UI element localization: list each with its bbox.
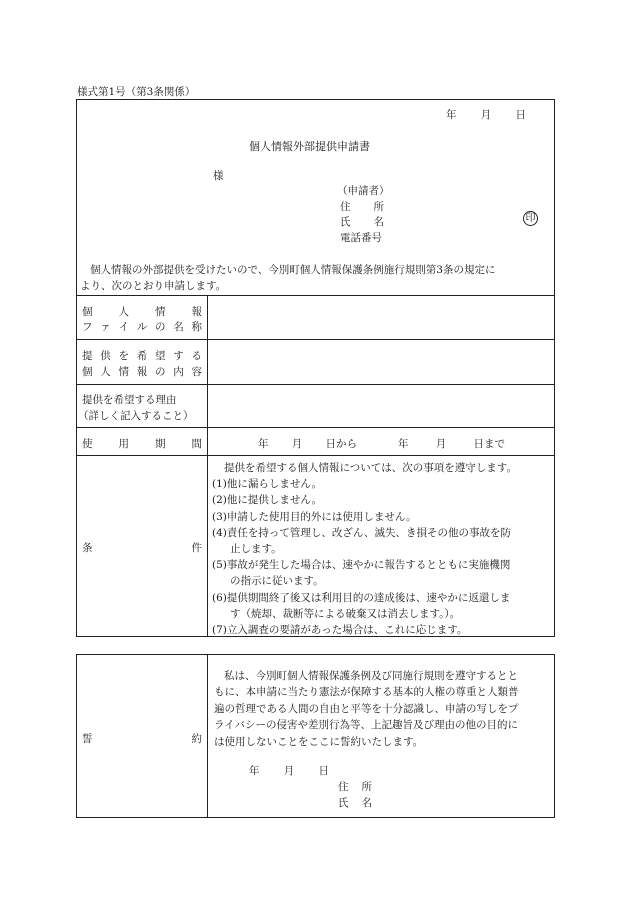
divider: [76, 427, 555, 428]
condition-item: (4)責任を持って管理し、改ざん、滅失、き損その他の事故を防: [212, 526, 512, 539]
file-name-label-line1: 個 人 情 報: [82, 306, 202, 318]
pledge-name-label: 氏 名: [338, 797, 372, 809]
condition-item: (2)他に提供しません。: [212, 494, 323, 507]
date-year-label: 年: [446, 109, 457, 121]
condition-item-continued: の指示に従います。: [230, 575, 324, 588]
intro-line-1: 個人情報の外部提供を受けたいので、今別町個人情報保護条例施行規則第3条の規定に: [90, 264, 496, 276]
column-divider: [207, 295, 208, 637]
content-label-line1: 提 供 を 希 望 す る: [82, 350, 202, 362]
condition-item-continued: 止します。: [230, 543, 282, 556]
condition-item: (5)事故が発生した場合は、速やかに報告するとともに実施機関: [212, 559, 511, 572]
period-from: 年 月 日から: [258, 438, 357, 450]
divider: [76, 455, 555, 456]
date-day-label: 日: [515, 109, 526, 121]
application-date: [446, 107, 526, 122]
content-label-line2: 個 人 情 報 の 内 容: [82, 366, 202, 378]
pledge-line: 遍の哲理である人間の自由と平等を十分認識し、申請の写しをプ: [214, 702, 519, 715]
file-name-label-line2: フ ァ イ ル の 名 称: [82, 321, 202, 333]
condition-item: (3)申請した使用目的外には使用しません。: [212, 510, 417, 523]
period-to: 年 月 日まで: [398, 438, 505, 450]
seal-mark: 印: [523, 211, 538, 226]
column-divider: [207, 654, 208, 818]
divider: [76, 384, 555, 385]
reason-label-line1: 提供を希望する理由: [82, 394, 177, 406]
conditions-label: 条 件: [82, 542, 202, 554]
pledge-address-label: 住 所: [338, 781, 372, 793]
intro-text: [80, 262, 550, 294]
divider: [76, 295, 555, 296]
applicant-address-label: 住 所: [340, 201, 384, 213]
pledge-line: ライバシーの侵害や差別行為等、上記趣旨及び理由の他の目的に: [214, 719, 518, 732]
applicant-heading: （申請者）: [337, 185, 390, 197]
pledge-line: もに、本申請に当たり憲法が保障する基本的人権の尊重と人類普: [214, 686, 519, 699]
pledge-date: 年 月 日: [249, 765, 329, 777]
pledge-label: 誓 約: [82, 733, 202, 745]
condition-item-continued: す（焼却、裁断等による破棄又は消去します。）。: [230, 607, 461, 620]
period-label: 使 用 期 間: [82, 438, 202, 450]
pledge-line: は使用しないことをここに誓約いたします。: [214, 735, 424, 748]
pledge-text: [214, 668, 550, 750]
condition-item: (7)立入調査の要請があった場合は、これに応じます。: [212, 624, 468, 637]
intro-line-2: より、次のとおり申請します。: [80, 280, 227, 292]
condition-item: (1)他に漏らしません。: [212, 478, 323, 491]
addressee-suffix: 様: [213, 170, 224, 182]
date-month-label: 月: [480, 109, 492, 121]
form-number: 様式第1号（第3条関係）: [77, 86, 196, 98]
applicant-name-label: 氏 名: [340, 216, 384, 228]
reason-label-line2: （詳しく記入すること）: [78, 410, 194, 422]
document-title: 個人情報外部提供申請書: [249, 140, 370, 153]
conditions-lead: 提供を希望する個人情報については、次の事項を遵守します。: [224, 462, 517, 474]
divider: [76, 339, 555, 340]
conditions-list: [212, 460, 552, 638]
condition-item: (6)提供期間終了後又は利用目的の達成後は、速やかに返還しま: [212, 591, 511, 604]
applicant-phone-label: 電話番号: [340, 232, 382, 244]
pledge-line: 私は、今別町個人情報保護条例及び同施行規則を遵守するとと: [224, 670, 518, 682]
